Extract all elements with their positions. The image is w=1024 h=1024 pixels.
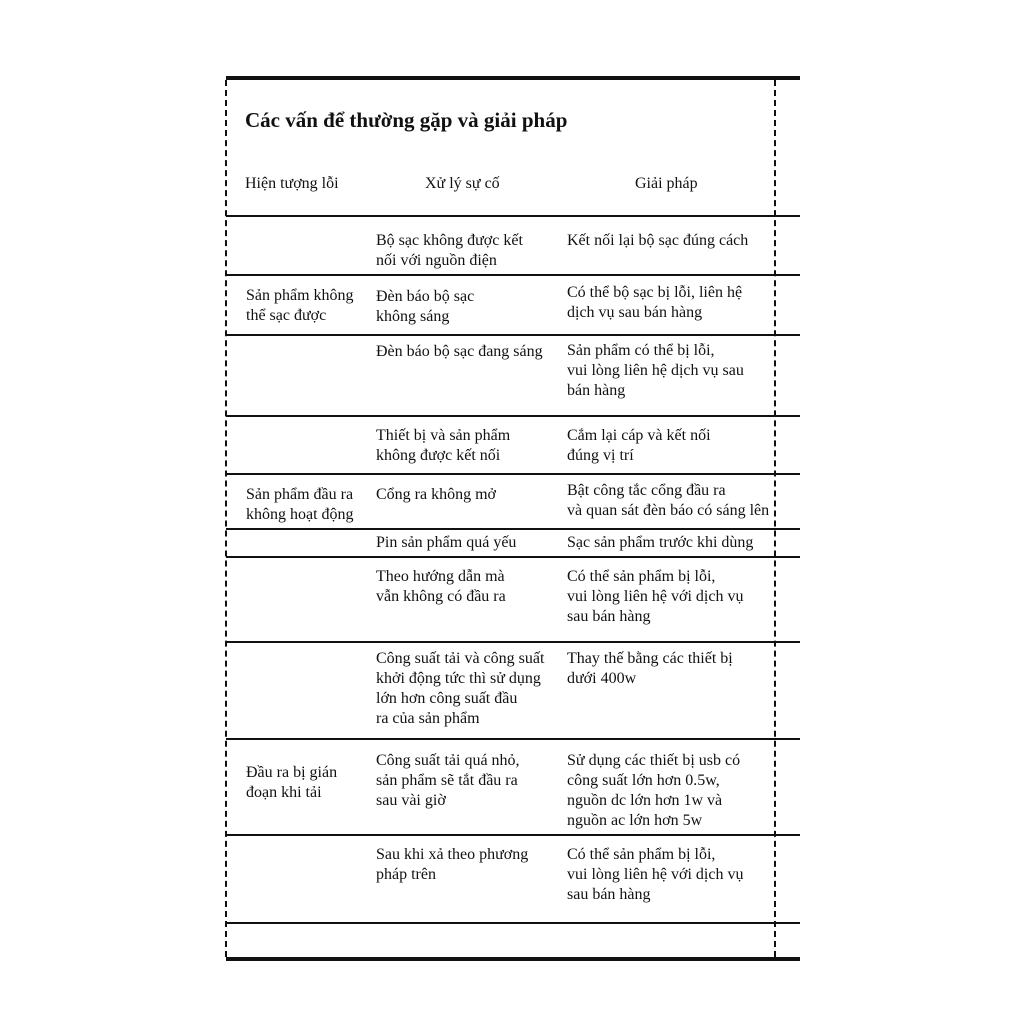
issue-cell: Công suất tải và công suất khởi động tức thì sử dụng lớn hơn công suất đầu ra của sản phẩm <box>376 650 545 727</box>
left-dashed-border <box>225 80 227 957</box>
symptom-cell: Sản phẩm không thể sạc được <box>246 287 354 324</box>
row-divider <box>226 215 800 217</box>
solution-cell: Có thể sản phẩm bị lỗi, vui lòng liên hệ với dịch vụ sau bán hàng <box>567 568 744 625</box>
row-divider <box>226 556 800 558</box>
page-title: Các vấn để thường gặp và giải pháp <box>245 108 568 132</box>
header-solution: Giải pháp <box>635 175 698 192</box>
right-dashed-border <box>774 80 776 957</box>
issue-cell: Bộ sạc không được kết nối với nguồn điện <box>376 232 523 269</box>
row-divider <box>226 528 800 530</box>
issue-cell: Đèn báo bộ sạc không sáng <box>376 288 475 325</box>
solution-cell: Có thể sản phẩm bị lỗi, vui lòng liên hệ với dịch vụ sau bán hàng <box>567 846 744 903</box>
symptom-cell: Đầu ra bị gián đoạn khi tải <box>246 764 338 801</box>
header-issue: Xử lý sự cố <box>425 175 500 192</box>
issue-cell: Đèn báo bộ sạc đang sáng <box>376 343 543 360</box>
solution-cell: Có thể bộ sạc bị lỗi, liên hệ dịch vụ sau bán hàng <box>567 284 743 321</box>
issue-cell: Theo hướng dẫn mà vẫn không có đầu ra <box>376 568 506 605</box>
issue-cell: Pin sản phẩm quá yếu <box>376 534 517 551</box>
solution-cell: Cắm lại cáp và kết nối đúng vị trí <box>567 427 711 464</box>
issue-cell: Cổng ra không mở <box>376 486 497 503</box>
solution-cell: Thay thế bằng các thiết bị dưới 400w <box>567 650 733 687</box>
solution-cell: Kết nối lại bộ sạc đúng cách <box>567 232 749 249</box>
row-divider <box>226 473 800 475</box>
row-divider <box>226 834 800 836</box>
symptom-cell: Sản phẩm đầu ra không hoạt động <box>246 486 354 523</box>
issue-cell: Công suất tải quá nhỏ, sản phẩm sẽ tắt đầu ra sau vài giờ <box>376 752 520 809</box>
header-symptom: Hiện tượng lỗi <box>245 175 339 192</box>
row-divider <box>226 415 800 417</box>
solution-cell: Sử dụng các thiết bị usb có công suất lớn hơn 0.5w, nguồn dc lớn hơn 1w và nguồn ac lớn hơn 5w <box>567 752 741 829</box>
row-divider <box>226 274 800 276</box>
solution-cell: Sản phẩm có thể bị lỗi, vui lòng liên hệ dịch vụ sau bán hàng <box>567 342 744 399</box>
row-divider <box>226 641 800 643</box>
issue-cell: Thiết bị và sản phẩm không được kết nối <box>376 427 511 464</box>
row-divider <box>226 738 800 740</box>
row-divider <box>226 334 800 336</box>
bottom-border <box>226 957 800 961</box>
top-border <box>226 76 800 80</box>
issue-cell: Sau khi xả theo phương pháp trên <box>376 846 529 883</box>
row-divider <box>226 922 800 924</box>
solution-cell: Sạc sản phẩm trước khi dùng <box>567 534 754 551</box>
solution-cell: Bật công tắc cổng đầu ra và quan sát đèn báo có sáng lên <box>567 482 770 519</box>
